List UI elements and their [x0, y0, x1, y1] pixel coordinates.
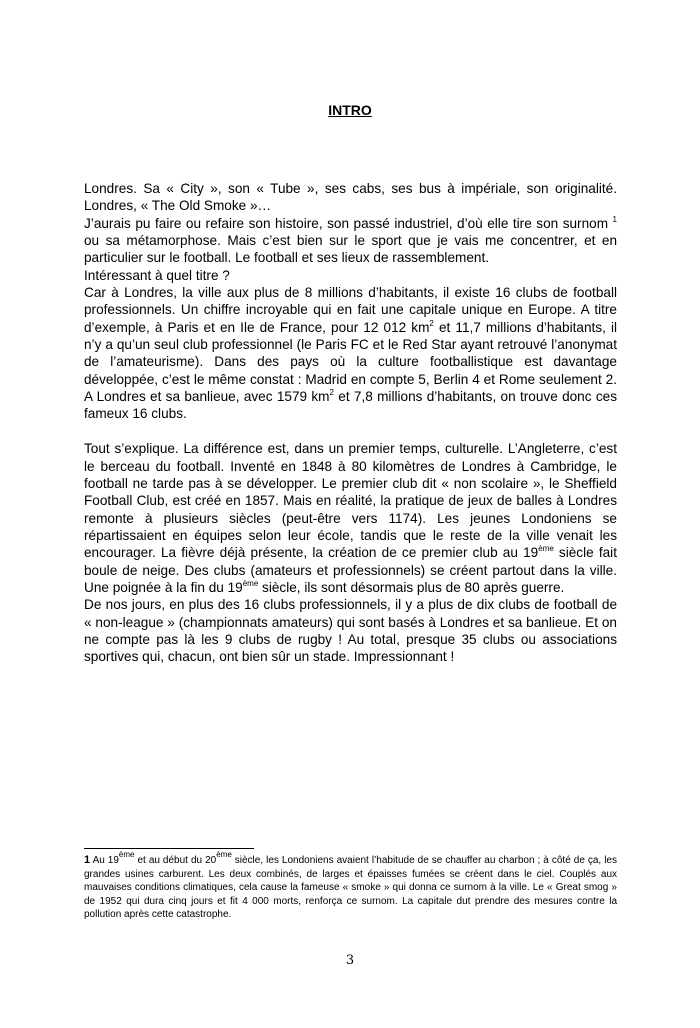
footnote-ref[interactable]: 1: [612, 214, 617, 224]
footnote-number: 1: [84, 854, 91, 866]
footnote-text-part: Au 19: [90, 855, 119, 866]
paragraph-intro: Londres. Sa « City », son « Tube », ses cabs, ses bus à impériale, son originalité. Londres, « The Old Smoke »…: [84, 181, 617, 214]
body-text: [84, 180, 617, 666]
footnote-text-part: et au début du 20: [134, 855, 217, 866]
page-title: INTRO: [328, 102, 372, 118]
paragraph-culture: [84, 440, 617, 596]
paragraph-today: De nos jours, en plus des 16 clubs professionnels, il y a plus de dix clubs de football de « non-league » (championnats amateurs) qui sont basés à Londres et sa banlieue. Et on ne compte pas là les 9 clubs de rugby ! Au total, presque 35 clubs ou associations sportives qui, chacun, ont bien sûr un stade. Impressionnant !: [84, 597, 617, 665]
paragraph-clubs-text-end: et 7,8 millions d’habitants, on trouve donc ces fameux 16 clubs.: [84, 389, 617, 422]
footnote-text: [84, 850, 617, 922]
footnote-divider: [84, 848, 254, 849]
superscript: 2: [329, 388, 334, 398]
footnote-text-part: siècle, les Londoniens avaient l’habitude de se chauffer au charbon ; à côté de ça, les grandes usines carburent. Les deux combinés, de larges et épaisses fumées se créent dans le ciel. Couplés aux mauvaises conditions climatiques, cela cause la fameuse « smoke » qui donna ce surnom à la ville. Le « Great smog » de 1952 qui dura cinq jours et fit 4 000 morts, renforça ce surnom. La capitale dut prendre des mesures contre la pollution après cette catastrophe.: [84, 855, 617, 921]
superscript: 2: [429, 318, 434, 328]
paragraph-clubs: [84, 284, 617, 423]
paragraph-history-text: J’aurais pu faire ou refaire son histoire, son passé industriel, d’où elle tire son surnom: [84, 215, 609, 231]
page-number: 3: [345, 953, 355, 968]
superscript: ème: [538, 544, 554, 554]
superscript: ème: [216, 850, 232, 859]
paragraph-clubs-text-cont: et 11,7 millions d’habitants, il n’y a qu’un seul club professionnel (le Paris FC et le Red Star ayant retrouvé l’anonymat de l’amateurisme). Dans des pays où la culture footballistique est davantage développée, c’est le même constat : Madrid en compte 5, Berlin 4 et Rome seulement 2. A Londres et sa banlieue, avec 1579 km: [84, 319, 618, 405]
paragraph-culture-text: Tout s’explique. La différence est, dans un premier temps, culturelle. L’Angleterre, c’est le berceau du football. Inventé en 1848 à 80 kilomètres de Londres à Cambridge, le football ne tarde pas à se développer. Le premier club dit « non scolaire », le Sheffield Football Club, est créé en 1857. Mais en réalité, la pratique de jeux de balles à Londres remonte à plusieurs siècles (peut-être vers 1174). Les jeunes Londoniens se répartissaient en équipes selon leur école, tandis que le reste de la ville venait les encourager. La fièvre déjà présente, la création de ce premier club au 19: [84, 441, 617, 561]
paragraph-culture-text-cont: siècle fait boule de neige. Des clubs (amateurs et professionnels) se créent partout dans la ville. Une poignée à la fin du 19: [84, 545, 617, 595]
paragraph-history: [84, 215, 617, 267]
paragraph-history-text-cont: ou sa métamorphose. Mais c’est bien sur le sport que je vais me concentrer, et en particulier sur le football. Le football et ses lieux de rassemblement.: [84, 233, 617, 266]
paragraph-culture-text-end: siècle, ils sont désormais plus de 80 après guerre.: [258, 579, 565, 595]
superscript: ème: [242, 578, 259, 588]
superscript: ème: [118, 850, 135, 859]
footnote: [84, 850, 617, 922]
paragraph-clubs-text: Car à Londres, la ville aux plus de 8 millions d’habitants, il existe 16 clubs de football professionnels. Un chiffre incroyable qui en fait une capitale unique en Europe. A titre d’exemple, à Paris et en Ile de France, pour 12 012 km: [84, 285, 617, 335]
paragraph-question: Intéressant à quel titre ?: [84, 267, 230, 283]
paragraph-spacer: [84, 423, 617, 440]
